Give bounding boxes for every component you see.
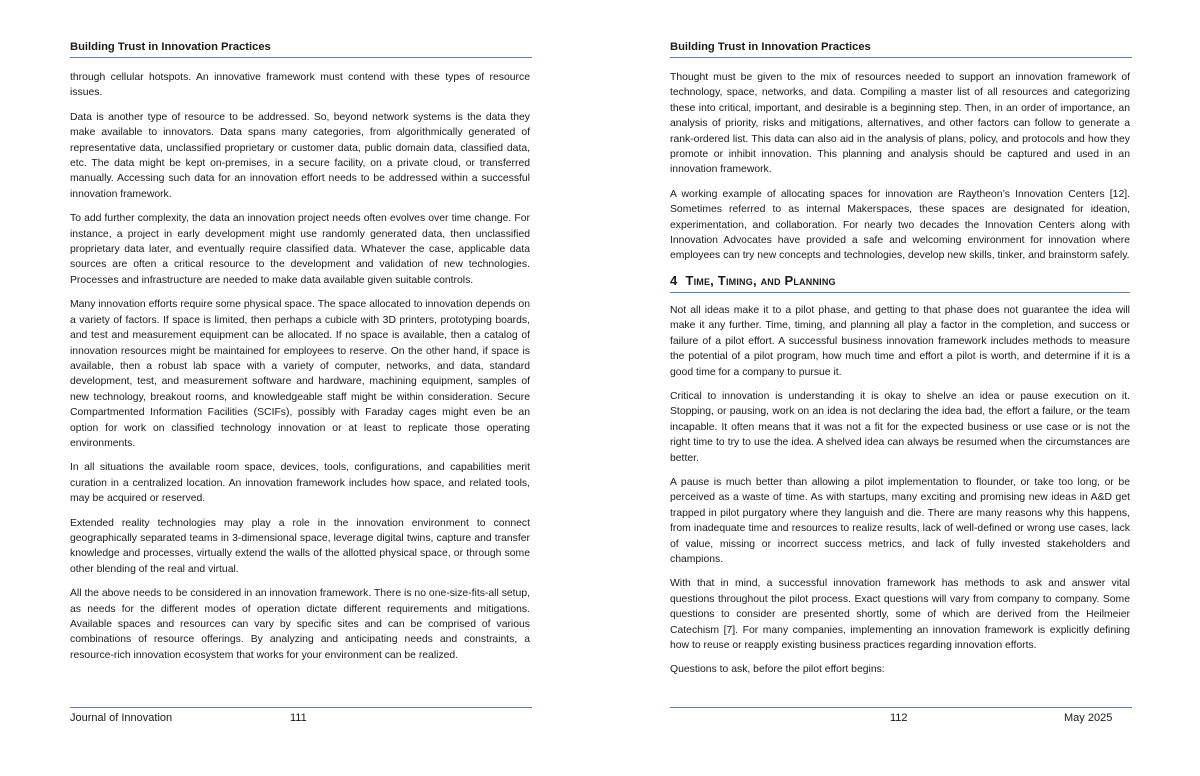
footer-date: May 2025	[1064, 712, 1113, 724]
paragraph: Extended reality technologies may play a role in the innovation environment to connect geographically separated teams in 3-dimensional space, leverage digital twins, capture and transfer knowledge and processes, virtually extend the walls of the allotted physical space, or through some other blending of the real and virtual.	[70, 517, 530, 575]
paragraph: Critical to innovation is understanding it is okay to shelve an idea or pause execution on it. Stopping, or pausing, work on an idea is not declaring the idea bad, the effort a failure, or the team incapable. It often means that it was not a fit for the expected business or use case or is not the right time to try to use the idea. A shelved idea can always be resumed when the circumstances are better.	[670, 390, 1130, 464]
paragraph: Data is another type of resource to be addressed. So, beyond network systems is the data they make available to innovators. Data spans many categories, from algorithmically generated of representative data, unclassified proprietary or customer data, public domain data, classified data, etc. The data might be kept on-premises, in a secure facility, on a private cloud, or transferred manually. Accessing such data for an innovation effort needs to be addressed within a successful innovation framework.	[70, 111, 530, 200]
footer-journal-name: Journal of Innovation	[70, 712, 173, 724]
section-number: 4	[670, 272, 678, 288]
section-title: Time, Timing, and Planning	[685, 272, 836, 288]
paragraph: A pause is much better than allowing a pilot implementation to flounder, or take too long, or be perceived as a waste of time. As with startups, many exciting and promising new ideas in A&D get trapped in pilot purgatory where they languish and die. There are many reasons why this happens, from inadequate time and resources to realize results, lack of well-defined or wrong use cases, lack of value, missing or incorrect success metrics, and lack of fully invested stakeholders and champions.	[670, 476, 1130, 565]
running-head: Building Trust in Innovation Practices	[70, 41, 532, 58]
footer-rule	[70, 707, 532, 708]
paragraph: Questions to ask, before the pilot effort begins:	[670, 664, 885, 676]
paragraph: Many innovation efforts require some physical space. The space allocated to innovation depends on a variety of factors. If space is limited, then perhaps a cubicle with 3D printers, prototyping boards, and test and measurement equipment can be allocated. If no space is available, then a catalog of innovation resources might be maintained for employees to reserve. On the other hand, if space is available, then a robust lab space with a variety of computer, networks, and data, standard development, test, and measurement software and hardware, machining equipment, samples of new technology, breakout rooms, and knowledgeable staff might be within consideration. Secure Compartmented Information Facilities (SCIFs), possibly with Faraday cages might even be an option for work on classified technology innovation or at least to replicate those operating environments.	[70, 299, 530, 449]
paragraph: To add further complexity, the data an innovation project needs often evolves over time change. For instance, a project in early development might use randomly generated data, then unclassified proprietary data later, and eventually require classified data. Whatever the case, applicable data sources are often a critical resource to the development and validation of new technologies. Processes and infrastructure are needed to make data available given suitable controls.	[70, 213, 530, 286]
page-body	[670, 70, 1130, 687]
paragraph: Not all ideas make it to a pilot phase, and getting to that phase does not guarantee the idea will make it any further. Time, timing, and planning all play a factor in the completion, and success or failure of a pilot effort. A successful business innovation framework includes methods to measure the potential of a pilot program, how much time and effort a pilot is worth, and determine if it is a good time for a company to pursue it.	[670, 304, 1130, 378]
paragraph: A working example of allocating spaces for innovation are Raytheon’s Innovation Centers [12]. Sometimes referred to as internal Makerspaces, these spaces are designated for ideation, experimentation, and collaboration. For nearly two decades the Innovation Centers along with Innovation Advocates have provided a safe and welcoming environment for innovation where employees can try new concepts and technologies, develop new skills, tinker, and brainstorm safely.	[670, 188, 1130, 262]
paragraph: All the above needs to be considered in an innovation framework. There is no one-size-fits-all setup, as needs for the different modes of operation dictate different requirements and mitigations. Available spaces and resources can vary by specific sites and can be comprised of various combinations of resource offerings. By analyzing and anticipating needs and constraints, a resource-rich innovation ecosystem that works for your environment can be realized.	[70, 588, 530, 661]
paragraph: Thought must be given to the mix of resources needed to support an innovation framework of technology, space, networks, and data. Compiling a master list of all resources and categorizing these into critical, important, and desirable is a beginning step. Then, in an order of importance, an analysis of priority, risks and mitigations, alternatives, and other factors can follow to generate a rank-ordered list. This data can also aid in the analysis of plans, policy, and protocols and how they promote or inhibit innovation. This planning and analysis should be captured and used in an innovation framework.	[670, 72, 1130, 176]
page-body	[70, 70, 530, 672]
paragraph: In all situations the available room space, devices, tools, configurations, and capabilities merit curation in a centralized location. An innovation framework includes how space, and related tools, may be acquired or reserved.	[70, 462, 530, 505]
section-heading	[670, 273, 1130, 293]
left-page	[70, 0, 532, 776]
paragraph: through cellular hotspots. An innovative framework must contend with these types of resource issues.	[70, 72, 530, 99]
footer-rule	[670, 707, 1132, 708]
running-head: Building Trust in Innovation Practices	[670, 41, 1132, 58]
page-number: 111	[290, 712, 307, 724]
right-page	[670, 0, 1132, 776]
paragraph: With that in mind, a successful innovation framework has methods to ask and answer vital questions throughout the pilot process. Exact questions will vary from company to company. Some questions to consider are presented shortly, some of which are derived from the Heilmeier Catechism [7]. For many companies, implementing an innovation framework is explicitly defining how to reuse or reapply existing business practices regarding innovation efforts.	[670, 578, 1130, 651]
page-number: 112	[890, 712, 908, 724]
